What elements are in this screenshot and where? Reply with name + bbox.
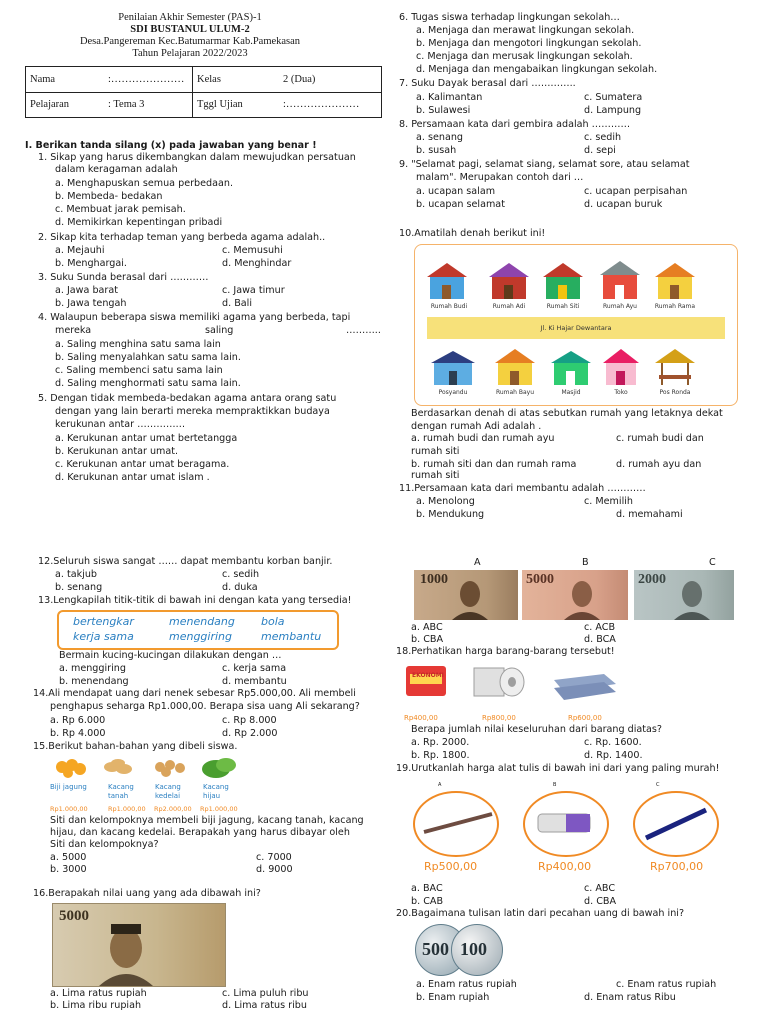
q1-text: 1. Sikap yang harus dikembangkan dalam mewujudkan persatuan [38,152,356,163]
q13-text: 13.Lengkapilah titik-titik di bawah ini dengan kata yang tersedia! [38,595,352,606]
map-label-pos-ronda: Pos Ronda [659,389,691,396]
q4-option-c[interactable]: c. Saling membenci satu sama lain [55,365,223,376]
nama-label: Nama [26,67,105,93]
q1-option-b[interactable]: b. Membeda- bedakan [55,191,163,202]
q2-option-a[interactable]: a. Mejauhi [55,245,105,256]
coins-figure [415,922,505,976]
rumah-bayu [495,349,535,385]
q8-option-d[interactable]: d. sepi [584,145,616,156]
q11-option-b[interactable]: b. Mendukung [416,509,485,520]
portrait-1000-icon [450,576,490,620]
q17-option-d[interactable]: d. BCA [584,634,616,645]
eraser-icon [524,792,608,856]
portrait-2000-icon [672,576,712,620]
goods-drawing [404,660,624,710]
q20-text: 20.Bagaimana tulisan latin dari pecahan uang di bawah ini? [396,908,685,919]
q7-option-a[interactable]: a. Kalimantan [416,92,483,103]
tggl-label: Tggl Ujian [193,92,280,118]
q14-option-a[interactable]: a. Rp 6.000 [50,715,106,726]
q10-text: 10.Amatilah denah berikut ini! [399,228,546,239]
q12-option-c[interactable]: c. sedih [222,569,260,580]
q9-option-b[interactable]: b. ucapan selamat [416,199,505,210]
q18-option-c[interactable]: c. Rp. 1600. [584,737,642,748]
q3-option-b[interactable]: b. Jawa tengah [55,298,127,309]
q17-option-b[interactable]: b. CBA [411,634,444,645]
q15-text: 15.Berikut bahan-bahan yang dibeli siswa. [33,741,238,752]
q3-option-c[interactable]: c. Jawa timur [222,285,285,296]
stationery-label-a: A [438,782,442,788]
pelajaran-label: Pelajaran [26,92,105,118]
q3-option-d[interactable]: d. Bali [222,298,252,309]
pencil-icon [414,792,498,856]
q18-text2: Berapa jumlah nilai keseluruhan dari barang diatas? [411,724,662,735]
label-kacang-hijau: Kacang hijau [203,783,229,800]
q14-text2: penghapus seharga Rp1.000,00. Berapa sisa uang Ali sekarang? [50,701,360,712]
q5-text3: kerukunan antar …………… [55,419,186,430]
coin-500-value: 500 [422,939,449,959]
q6-option-c[interactable]: c. Menjaga dan merusak lingkungan sekolah. [416,51,633,62]
nama-field[interactable]: :………………… [104,67,193,93]
map-label-masjid: Masjid [561,389,581,396]
mung-beans [202,758,236,778]
price-pencil: Rp500,00 [424,860,478,873]
map-figure [414,244,738,406]
q13-option-c[interactable]: c. kerja sama [222,663,287,674]
q12-option-a[interactable]: a. takjub [55,569,98,580]
map-label-budi: Rumah Budi [430,303,468,310]
soybeans [155,760,185,777]
q16-option-c[interactable]: c. Lima puluh ribu [222,988,309,999]
q9-text2: malam". Merupakan contoh dari … [416,172,584,183]
q5-option-a[interactable]: a. Kerukunan antar umat bertetangga [55,433,238,444]
q15-text2: Siti dan kelompoknya membeli biji jagung, kacang tanah, kacang [50,815,364,826]
map-label-bayu: Rumah Bayu [495,389,535,396]
house-rama [655,263,695,299]
q19-option-d[interactable]: d. CBA [584,896,617,907]
q2-option-d[interactable]: d. Menghindar [222,258,292,269]
q19-text: 19.Urutkanlah harga alat tulis di bawah ini dari yang paling murah! [396,763,720,774]
house-ayu [600,261,640,299]
q17-option-a[interactable]: a. ABC [411,622,443,633]
q12-option-b[interactable]: b. senang [55,582,103,593]
q5-option-b[interactable]: b. Kerukunan antar umat. [55,446,179,457]
q15-option-b[interactable]: b. 3000 [50,864,87,875]
q20-option-a[interactable]: a. Enam ratus rupiah [416,979,517,990]
q20-option-b[interactable]: b. Enam rupiah [416,992,490,1003]
q9-option-c[interactable]: c. ucapan perpisahan [584,186,688,197]
q17-label-c: C [709,557,716,568]
q14-option-d[interactable]: d. Rp 2.000 [222,728,278,739]
map-label-siti: Rumah Siti [546,303,580,310]
q12-option-d[interactable]: d. duka [222,582,258,593]
q4-option-d[interactable]: d. Saling menghormati satu sama lain. [55,378,241,389]
coin-100-value: 100 [460,939,487,959]
q4-text2c: ……….. [346,325,381,336]
price-tissue: Rp800,00 [482,714,516,722]
q4-text: 4. Walaupun beberapa siswa memiliki agama yang berbeda, tapi [38,312,351,323]
q16-option-a[interactable]: a. Lima ratus rupiah [50,988,147,999]
price-noodle: Rp400,00 [404,714,438,722]
school-name: SDI BUSTANUL ULUM-2 [130,24,250,35]
noodle-brand: EKONOMI [412,672,444,679]
q3-option-a[interactable]: a. Jawa barat [55,285,119,296]
tggl-field[interactable]: :………………… [279,92,382,118]
toko [603,349,639,385]
coin-100 [451,924,503,976]
q16-option-d[interactable]: d. Lima ratus ribu [222,1000,307,1011]
q13-option-d[interactable]: d. membantu [222,676,287,687]
q6-option-a[interactable]: a. Menjaga dan merawat lingkungan sekolah. [416,25,635,36]
q9-text: 9. "Selamat pagi, selamat siang, selamat sore, atau selamat [399,159,690,170]
q10-option-b[interactable]: b. rumah siti dan dan rumah rama [411,459,577,470]
q11-option-d[interactable]: d. memahami [616,509,683,520]
word-membantu: membantu [261,630,322,643]
price-jagung: Rp1.000,00 [50,805,88,813]
q10-option-b-cont: rumah siti [411,470,460,481]
q8-option-a[interactable]: a. senang [416,132,464,143]
word-menendang: menendang [169,615,235,628]
q7-text: 7. Suku Dayak berasal dari ………….. [399,78,576,89]
q14-option-b[interactable]: b. Rp 4.000 [50,728,106,739]
q9-option-a[interactable]: a. ucapan salam [416,186,496,197]
price-kacang-hijau: Rp1.000,00 [200,805,238,813]
q14-text: 14.Ali mendapat uang dari nenek sebesar Rp5.000,00. Ali membeli [33,688,356,699]
word-box [57,610,339,650]
q6-text: 6. Tugas siswa terhadap lingkungan sekolah… [399,12,620,23]
q18-text: 18.Perhatikan harga barang-barang tersebut! [396,646,615,657]
q18-option-d[interactable]: d. Rp. 1400. [584,750,643,761]
exam-title: Penilaian Akhir Semester (PAS)-1 [118,12,262,23]
price-pen: Rp700,00 [650,860,704,873]
label-kacang-kedelai: Kacang kedelai [155,783,181,800]
q10-text2: Berdasarkan denah di atas sebutkan rumah yang letaknya dekat [411,408,723,419]
kelas-label: Kelas [193,67,280,93]
noodle-pack-icon [406,666,446,696]
road-label: Jl. Ki Hajar Dewantara [540,324,612,332]
banknote-5000 [52,903,226,987]
price-kacang-tanah: Rp1.000,00 [108,805,146,813]
q4-text2b: saling [205,325,234,336]
stationery-label-b: B [553,782,557,788]
banknote-5000-b-value: 5000 [526,572,554,587]
banknote-2000 [634,570,734,620]
peanuts [104,759,132,774]
masjid [551,351,591,385]
stationery-drawing [410,788,740,858]
q6-option-b[interactable]: b. Menjaga dan mengotori lingkungan sekolah. [416,38,642,49]
q15-option-a[interactable]: a. 5000 [50,852,87,863]
q19-option-a[interactable]: a. BAC [411,883,443,894]
q17-label-b: B [582,557,589,568]
q17-option-c[interactable]: c. ACB [584,622,616,633]
pelajaran-value: : Tema 3 [104,92,193,118]
q13-option-b[interactable]: b. menendang [59,676,129,687]
label-biji-jagung: Biji jagung [50,783,87,791]
portrait-icon [91,918,161,986]
posyandu [431,351,475,385]
banknote-5000-value: 5000 [59,908,89,924]
q10-option-c[interactable]: c. rumah budi dan [616,433,704,444]
q10-text3: dengan rumah Adi adalah . [411,421,542,432]
q15-option-d[interactable]: d. 9000 [256,864,293,875]
q15-text4: Siti dan kelompoknya? [50,839,159,850]
label-kacang-tanah: Kacang tanah [108,783,134,800]
price-cloth: Rp600,00 [568,714,602,722]
q18-option-b[interactable]: b. Rp. 1800. [411,750,470,761]
map-label-ayu: Rumah Ayu [603,303,637,310]
q2-text: 2. Sikap kita terhadap teman yang berbeda agama adalah.. [38,232,326,243]
ingredients-drawing [50,755,250,781]
tissue-roll-icon [474,668,524,696]
cloth-pile-icon [554,674,616,700]
q10-option-a-cont: rumah siti [411,446,460,457]
q18-option-a[interactable]: a. Rp. 2000. [411,737,470,748]
school-year: Tahun Pelajaran 2022/2023 [132,48,248,59]
stationery-label-c: C [656,782,660,788]
portrait-5000-icon [562,576,602,620]
q10-option-a[interactable]: a. rumah budi dan rumah ayu [411,433,555,444]
word-bola: bola [261,615,285,628]
q4-text2a: mereka [55,325,92,336]
map-label-posyandu: Posyandu [438,389,468,396]
stationery-figure [410,780,740,878]
q7-option-b[interactable]: b. Sulawesi [416,105,471,116]
q17-label-a: A [474,557,481,568]
q11-option-c[interactable]: c. Memilih [584,496,633,507]
instruction: I. Berikan tanda silang (x) pada jawaban yang benar ! [25,140,317,151]
house-adi [489,263,529,299]
q15-text3: hijau, dan kacang kedelai. Berapakah yang harus dibayar oleh [50,827,350,838]
banknote-1000-value: 1000 [420,572,448,587]
kelas-value: 2 (Dua) [279,67,382,93]
q12-text: 12.Seluruh siswa sangat …… dapat membantu korban banjir. [38,556,333,567]
q3-text: 3. Suku Sunda berasal dari ………… [38,272,209,283]
goods-figure [404,660,624,722]
q13-text2: Bermain kucing-kucingan dilakukan dengan … [59,650,282,661]
q5-text2: dengan yang lain berarti mereka mempraktikkan budaya [55,406,330,417]
pos-ronda [655,349,695,385]
map-label-toko: Toko [614,389,628,396]
ingredients-figure [50,755,250,815]
q11-text: 11.Persamaan kata dari membantu adalah ………… [399,483,646,494]
q20-option-d[interactable]: d. Enam ratus Ribu [584,992,676,1003]
q7-option-d[interactable]: d. Lampung [584,105,642,116]
q2-option-c[interactable]: c. Memusuhi [222,245,283,256]
banknote-5000-b [522,570,628,620]
q8-text: 8. Persamaan kata dari gembira adalah ………… [399,119,631,130]
pen-icon [634,792,718,856]
house-siti [543,263,583,299]
q9-option-d[interactable]: d. ucapan buruk [584,199,663,210]
q6-option-d[interactable]: d. Menjaga dan mengabaikan lingkungan sekolah. [416,64,658,75]
q1-option-a[interactable]: a. Menghapuskan semua perbedaan. [55,178,234,189]
q2-option-b[interactable]: b. Menghargai. [55,258,127,269]
q1-option-d[interactable]: d. Memikirkan kepentingan pribadi [55,217,223,228]
q20-option-c[interactable]: c. Enam ratus rupiah [616,979,717,990]
q5-option-c[interactable]: c. Kerukunan antar umat beragama. [55,459,230,470]
map-label-adi: Rumah Adi [492,303,526,310]
banknote-1000 [414,570,518,620]
map-label-rama: Rumah Rama [654,303,696,310]
student-info-table [25,66,382,118]
q1-option-c[interactable]: c. Membuat jarak pemisah. [55,204,186,215]
house-budi [427,263,467,299]
q1-text2: dalam keragaman adalah [55,164,178,175]
banknote-2000-value: 2000 [638,572,666,587]
q8-option-b[interactable]: b. susah [416,145,457,156]
q10-option-d[interactable]: d. rumah ayu dan [616,459,702,470]
price-eraser: Rp400,00 [538,860,592,873]
q15-option-c[interactable]: c. 7000 [256,852,292,863]
q5-option-d[interactable]: d. Kerukunan antar umat islam . [55,472,210,483]
price-kacang-kedelai: Rp2.000,00 [154,805,192,813]
word-menggiring: menggiring [169,630,233,643]
q11-option-a[interactable]: a. Menolong [416,496,475,507]
q16-option-b[interactable]: b. Lima ribu rupiah [50,1000,142,1011]
q14-option-c[interactable]: c. Rp 8.000 [222,715,277,726]
q19-option-b[interactable]: b. CAB [411,896,444,907]
q8-option-c[interactable]: c. sedih [584,132,622,143]
q19-option-c[interactable]: c. ABC [584,883,616,894]
word-bertengkar: bertengkar [73,615,134,628]
q4-option-b[interactable]: b. Saling menyalahkan satu sama lain. [55,352,241,363]
q4-option-a[interactable]: a. Saling menghina satu sama lain [55,339,221,350]
q5-text: 5. Dengan tidak membeda-bedakan agama antara orang satu [38,393,337,404]
corn-seeds [56,759,86,778]
q13-option-a[interactable]: a. menggiring [59,663,126,674]
q7-option-c[interactable]: c. Sumatera [584,92,643,103]
school-address: Desa.Pangereman Kec.Batumarmar Kab.Pamekasan [79,36,301,47]
q16-text: 16.Berapakah nilai uang yang ada dibawah ini? [33,888,261,899]
word-kerja-sama: kerja sama [73,630,134,643]
